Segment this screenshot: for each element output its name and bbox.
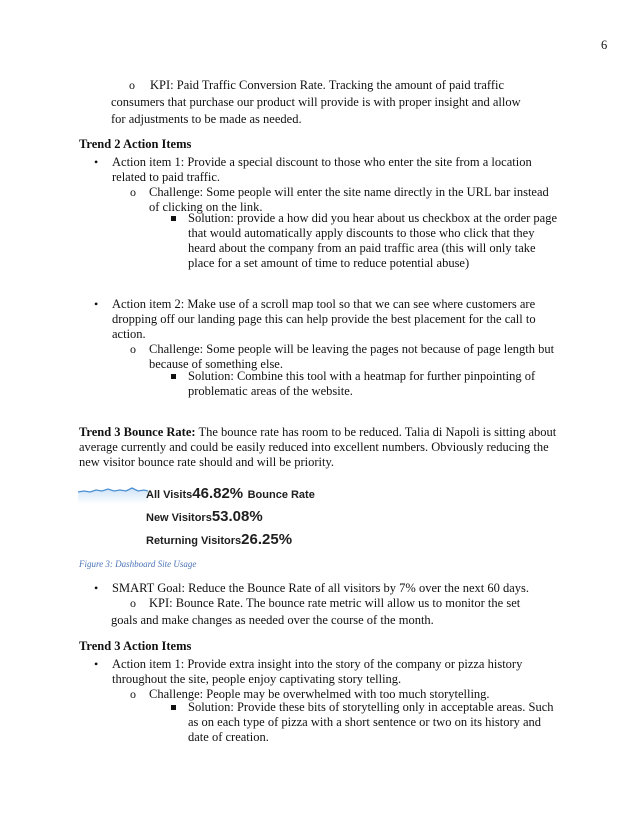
action-item-2-line3: action. [112,327,146,341]
action-item-2-line1: Action item 2: Make use of a scroll map tool so that we can see where customers are [112,297,536,311]
square-bullet-icon [171,705,176,710]
bullet-icon: • [94,155,99,169]
page-number: 6 [601,38,608,52]
smart-goal-line: SMART Goal: Reduce the Bounce Rate of all visitors by 7% over the next 60 days. [112,581,529,595]
solution-1-line3: heard about the company from an paid traffic area (this will only take [188,241,536,255]
trend3-text-line1: The bounce rate has room to be reduced. Talia di Napoli is sitting about [198,425,557,439]
trend3-item1-line1: Action item 1: Provide extra insight into the story of the company or pizza history [112,657,523,671]
action-item-1-line1: Action item 1: Provide a special discount to those who enter the site from a location [112,155,532,169]
trend3-challenge-line: Challenge: People may be overwhelmed with too much storytelling. [149,687,490,701]
action-item-2-line2: dropping off our landing page this can help provide the best placement for the call to [112,312,536,326]
trend3-solution-line2: as on each type of pizza with a short sentence or two on its history and [188,715,542,729]
dashboard-figure [78,482,315,552]
bullet-icon: • [94,657,99,671]
solution-1-line2: that would automatically apply discounts to those who click that they [188,226,535,240]
square-bullet-icon [171,216,176,221]
solution-1-line4: place for a set amount of time to reduce potential abuse) [188,256,470,270]
trend3-item1-line2: throughout the site, people enjoy captivating story telling. [112,672,402,686]
kpi1-line1: KPI: Paid Traffic Conversion Rate. Tracking the amount of paid traffic [150,78,505,92]
challenge-1-line1: Challenge: Some people will enter the site name directly in the URL bar instead [149,185,549,199]
all-visits-stat: All Visits46.82% Bounce Rate [146,485,315,502]
challenge-2-line1: Challenge: Some people will be leaving the pages not because of page length but [149,342,555,356]
trend3-solution-line3: date of creation. [188,730,269,744]
sub-bullet-marker: o [129,78,135,92]
figure-caption: Figure 3: Dashboard Site Usage [79,559,197,569]
smart-kpi-line2: goals and make changes as needed over the course of the month. [111,613,434,627]
sub-bullet-marker: o [130,687,136,701]
sub-bullet-marker: o [130,185,136,199]
trend3-text-line2: average currently and could be easily reduced into excellent numbers. Obviously reducing the [79,440,549,454]
trend3-actions-heading: Trend 3 Action Items [79,639,192,653]
solution-2-line2: problematic areas of the website. [188,384,353,398]
sparkline-icon [78,482,148,504]
smart-kpi-line1: KPI: Bounce Rate. The bounce rate metric will allow us to monitor the set [149,596,521,610]
square-bullet-icon [171,374,176,379]
solution-2-line1: Solution: Combine this tool with a heatmap for further pinpointing of [188,369,536,383]
challenge-1-line2: of clicking on the link. [149,200,263,214]
action-item-1-line2: related to paid traffic. [112,170,221,184]
returning-visitors-stat: Returning Visitors26.25% [146,531,293,548]
sub-bullet-marker: o [130,342,136,356]
bullet-icon: • [94,297,99,311]
kpi1-line2: consumers that purchase our product will provide is with proper insight and allow [111,95,521,109]
trend3-text-line3: new visitor bounce rate should and will be priority. [79,455,335,469]
challenge-2-line2: because of something else. [149,357,283,371]
new-visitors-stat: New Visitors53.08% [146,508,263,525]
kpi1-line3: for adjustments to be made as needed. [111,112,302,126]
bullet-icon: • [94,581,99,595]
trend3-heading: Trend 3 Bounce Rate: [79,425,196,439]
solution-1-line1: Solution: provide a how did you hear about us checkbox at the order page [188,211,558,225]
trend3-solution-line1: Solution: Provide these bits of storytelling only in acceptable areas. Such [188,700,554,714]
trend3-paragraph-line1 [79,425,556,440]
trend2-heading: Trend 2 Action Items [79,137,192,151]
sub-bullet-marker: o [130,596,136,610]
